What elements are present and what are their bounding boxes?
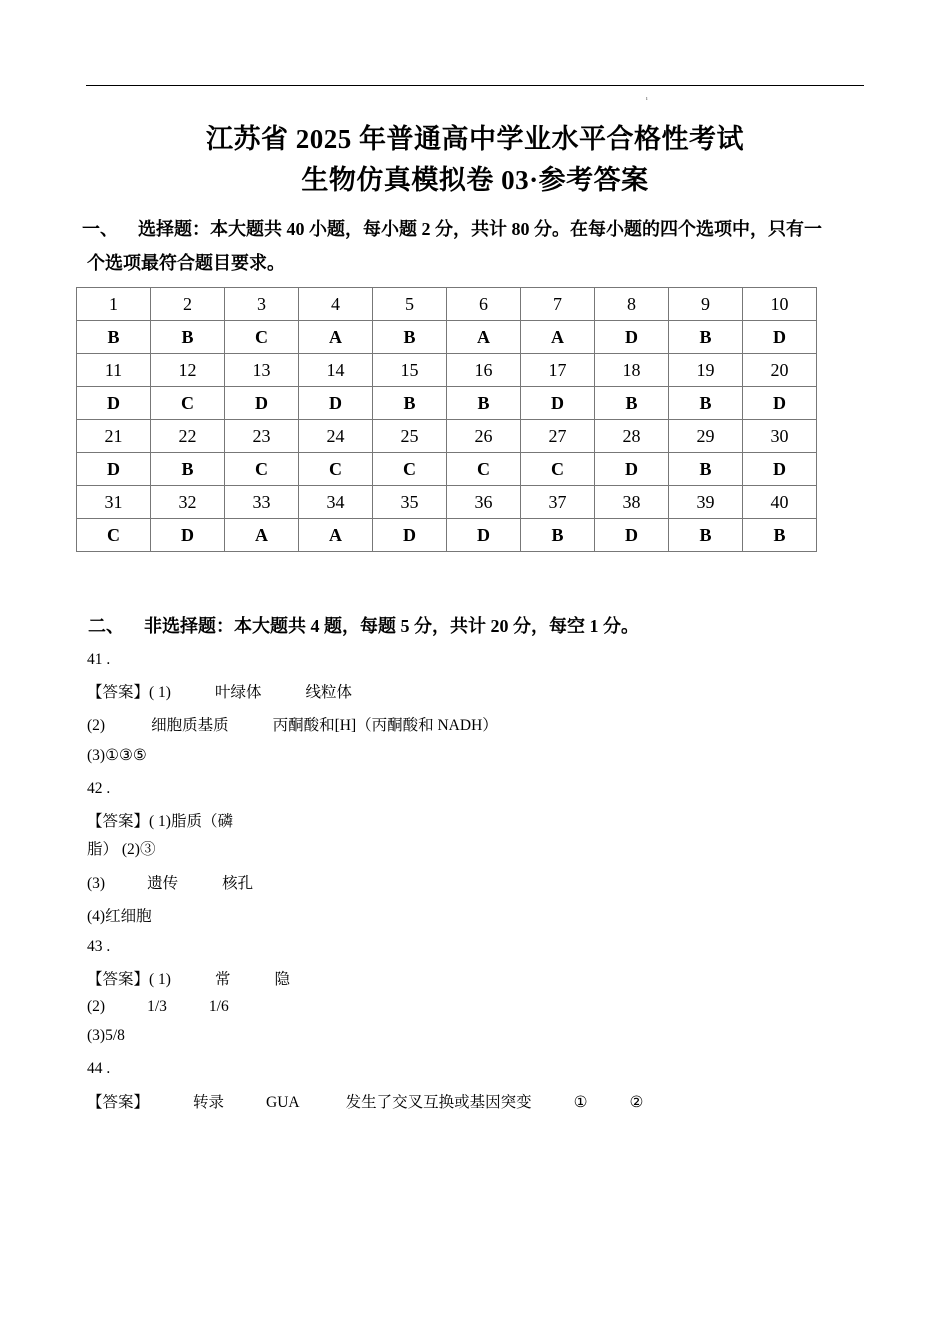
question-number-cell: 6 — [447, 288, 521, 321]
answer-table — [76, 287, 817, 552]
answer-cell: B — [151, 321, 225, 354]
q43-answer-line3: (3)5/8 — [87, 1027, 125, 1044]
question-number-cell: 27 — [521, 420, 595, 453]
question-number-cell: 8 — [595, 288, 669, 321]
q43-l1-ans1: 常 — [214, 971, 231, 988]
answer-cell: D — [77, 453, 151, 486]
question-number-cell: 11 — [77, 354, 151, 387]
answer-cell: A — [299, 321, 373, 354]
question-number-cell: 31 — [77, 486, 151, 519]
answer-cell: C — [447, 453, 521, 486]
answer-cell: C — [151, 387, 225, 420]
question-number-cell: 16 — [447, 354, 521, 387]
answer-cell: B — [447, 387, 521, 420]
question-number-cell: 24 — [299, 420, 373, 453]
answer-cell: C — [225, 453, 299, 486]
answer-cell: D — [743, 387, 817, 420]
question-number-cell: 39 — [669, 486, 743, 519]
answer-cell: B — [373, 321, 447, 354]
answer-cell: D — [595, 453, 669, 486]
answer-cell: D — [595, 321, 669, 354]
q41-label: 41 . — [87, 651, 111, 668]
answer-cell: C — [225, 321, 299, 354]
question-number-cell: 25 — [373, 420, 447, 453]
answer-cell: A — [225, 519, 299, 552]
question-number-cell: 38 — [595, 486, 669, 519]
q44-l1-ans1: 转录 — [193, 1094, 225, 1111]
answer-cell: B — [77, 321, 151, 354]
q41-l2-ans1: 细胞质基质 — [151, 717, 229, 734]
q43-l1-ans2: 隐 — [274, 971, 290, 988]
answer-cell: C — [299, 453, 373, 486]
answer-cell: D — [225, 387, 299, 420]
question-number-row — [77, 288, 817, 321]
answer-cell: B — [669, 321, 743, 354]
q41-l1-ans1: 叶绿体 — [214, 684, 262, 701]
answer-cell: B — [373, 387, 447, 420]
section1-heading — [82, 212, 872, 280]
answer-cell: B — [669, 519, 743, 552]
question-number-cell: 2 — [151, 288, 225, 321]
answer-cell: D — [447, 519, 521, 552]
section1-text-line2: 个选项最符合题目要求。 — [87, 253, 285, 273]
q44-l1-prefix: 【答案】 — [87, 1094, 150, 1111]
question-number-cell: 32 — [151, 486, 225, 519]
q43-answer-line1 — [87, 967, 290, 989]
question-number-row — [77, 354, 817, 387]
question-number-cell: 22 — [151, 420, 225, 453]
q44-l1-ans4: ① — [573, 1094, 588, 1111]
q41-l2-ans2: 丙酮酸和[H]（丙酮酸和 NADH） — [272, 717, 498, 734]
question-number-cell: 33 — [225, 486, 299, 519]
question-number-cell: 4 — [299, 288, 373, 321]
answer-cell: B — [521, 519, 595, 552]
question-number-cell: 19 — [669, 354, 743, 387]
q41-l1-prefix: 【答案】( 1) — [87, 684, 171, 701]
section2-heading — [88, 609, 639, 643]
answer-cell: D — [743, 321, 817, 354]
question-number-row — [77, 420, 817, 453]
q42-answer-line4: (4)红细胞 — [87, 908, 152, 925]
q43-answer-line2 — [87, 998, 229, 1016]
q42-l3-prefix: (3) — [87, 875, 106, 892]
question-number-cell: 29 — [669, 420, 743, 453]
q44-l1-ans2: GUA — [266, 1094, 300, 1111]
answer-cell: A — [299, 519, 373, 552]
q43-l2-ans2: 1/6 — [208, 998, 229, 1015]
answer-cell: D — [743, 453, 817, 486]
q42-label: 42 . — [87, 780, 111, 797]
answer-cell: C — [521, 453, 595, 486]
question-number-cell: 14 — [299, 354, 373, 387]
section2-text: 非选择题：本大题共 4 题，每题 5 分，共计 20 分，每空 1 分。 — [144, 616, 639, 636]
question-number-cell: 7 — [521, 288, 595, 321]
question-number-cell: 13 — [225, 354, 299, 387]
answer-row — [77, 453, 817, 486]
answer-cell: C — [77, 519, 151, 552]
question-number-cell: 17 — [521, 354, 595, 387]
answer-cell: B — [669, 387, 743, 420]
question-number-cell: 35 — [373, 486, 447, 519]
q42-answer-line3 — [87, 871, 253, 893]
question-number-cell: 21 — [77, 420, 151, 453]
header-mark: ı — [646, 96, 648, 102]
q44-l1-ans5: ② — [629, 1094, 644, 1111]
question-number-cell: 1 — [77, 288, 151, 321]
answer-cell: B — [743, 519, 817, 552]
answer-row — [77, 321, 817, 354]
page-subtitle: 生物仿真模拟卷 03·参考答案 — [301, 165, 649, 195]
section1-text-line1: 选择题：本大题共 40 小题，每小题 2 分，共计 80 分。在每小题的四个选项中，只有一 — [138, 219, 822, 239]
q41-l2-prefix: (2) — [87, 717, 106, 734]
q44-answer-line1 — [87, 1090, 643, 1112]
q44-l1-ans3: 发生了交叉互换或基因突变 — [345, 1094, 532, 1111]
question-number-cell: 18 — [595, 354, 669, 387]
q41-answer-line2 — [87, 713, 498, 735]
q41-answer-line3: (3)①③⑤ — [87, 747, 147, 764]
question-number-cell: 28 — [595, 420, 669, 453]
question-number-cell: 40 — [743, 486, 817, 519]
q44-label: 44 . — [87, 1060, 111, 1077]
q43-l2-prefix: (2) — [87, 998, 106, 1015]
answer-cell: D — [299, 387, 373, 420]
q42-l3-ans1: 遗传 — [147, 875, 179, 892]
answer-row — [77, 387, 817, 420]
section2-number: 二、 — [88, 616, 124, 636]
question-number-cell: 30 — [743, 420, 817, 453]
question-number-cell: 10 — [743, 288, 817, 321]
question-number-cell: 26 — [447, 420, 521, 453]
question-number-row — [77, 486, 817, 519]
question-number-cell: 5 — [373, 288, 447, 321]
answer-cell: D — [77, 387, 151, 420]
question-number-cell: 37 — [521, 486, 595, 519]
question-number-cell: 3 — [225, 288, 299, 321]
answer-cell: D — [151, 519, 225, 552]
q43-label: 43 . — [87, 938, 111, 955]
answer-cell: B — [595, 387, 669, 420]
q42-answer-line2: 脂） (2)③ — [87, 841, 156, 858]
answer-cell: C — [373, 453, 447, 486]
q41-l1-ans2: 线粒体 — [305, 684, 352, 701]
section1-number: 一、 — [82, 219, 118, 239]
answer-cell: D — [595, 519, 669, 552]
question-number-cell: 15 — [373, 354, 447, 387]
answer-cell: B — [151, 453, 225, 486]
q42-answer-line1: 【答案】( 1)脂质（磷 — [87, 813, 233, 830]
answer-cell: B — [669, 453, 743, 486]
question-number-cell: 20 — [743, 354, 817, 387]
q42-l3-ans2: 核孔 — [222, 875, 254, 892]
answer-cell: D — [373, 519, 447, 552]
question-number-cell: 34 — [299, 486, 373, 519]
header-rule — [86, 85, 864, 86]
q41-answer-line1 — [87, 680, 352, 702]
question-number-cell: 36 — [447, 486, 521, 519]
answer-cell: A — [521, 321, 595, 354]
question-number-cell: 23 — [225, 420, 299, 453]
question-number-cell: 12 — [151, 354, 225, 387]
answer-cell: A — [447, 321, 521, 354]
answer-row — [77, 519, 817, 552]
page-title: 江苏省 2025 年普通高中学业水平合格性考试 — [206, 124, 744, 154]
answer-cell: D — [521, 387, 595, 420]
question-number-cell: 9 — [669, 288, 743, 321]
q43-l2-ans1: 1/3 — [147, 998, 167, 1015]
q43-l1-prefix: 【答案】( 1) — [87, 971, 171, 988]
